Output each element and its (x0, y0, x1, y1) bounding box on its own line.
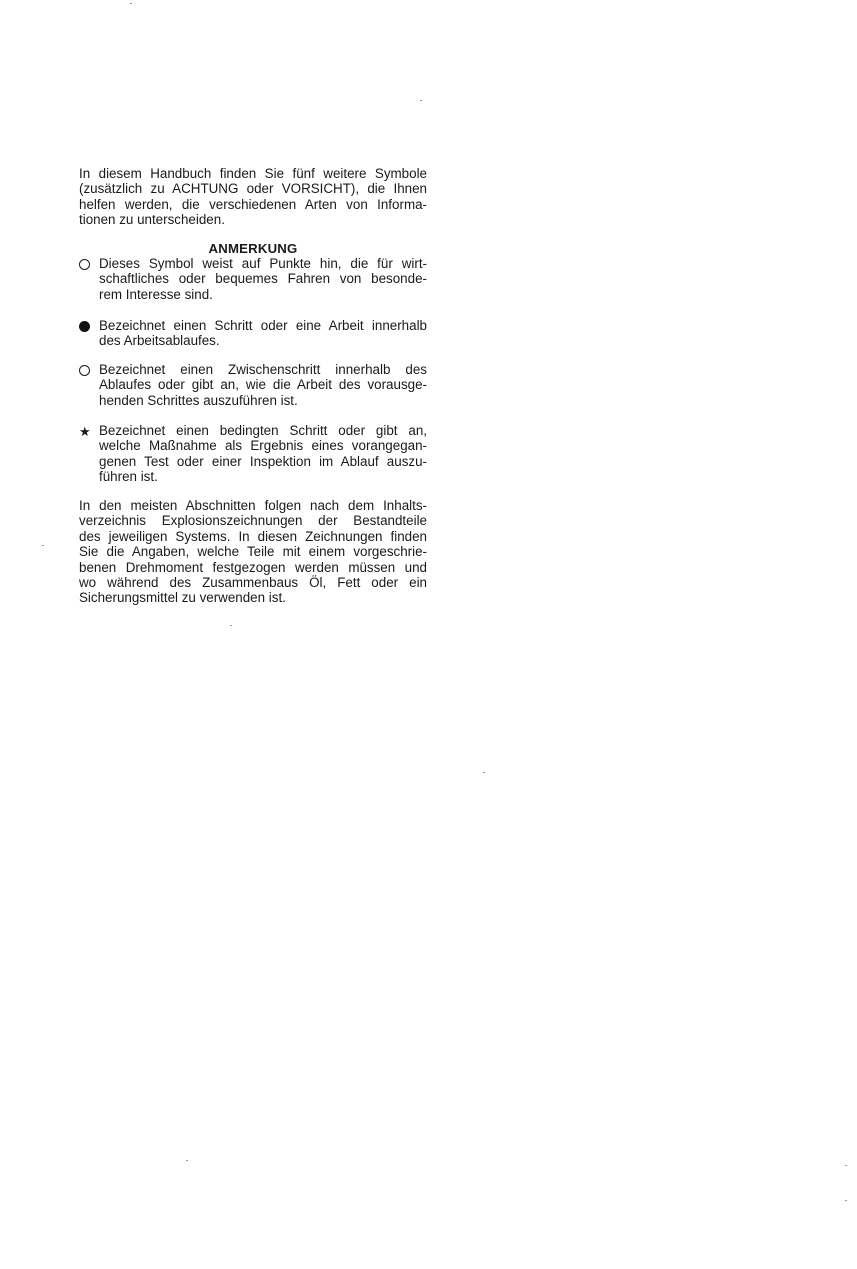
symbol-description (99, 256, 427, 302)
text-line: des Arbeitsablaufes. (99, 333, 220, 349)
text-line: des jeweiligen Systems. In diesen Zeichnungen finden (79, 528, 427, 544)
symbol-description (99, 362, 427, 408)
section-heading: ANMERKUNG (208, 241, 298, 256)
scan-speck (845, 1165, 847, 1166)
text-line: welche Maßnahme als Ergebnis eines vorangegan- (99, 438, 427, 454)
text-line: In den meisten Abschnitten folgen nach dem Inhalts- (79, 498, 427, 513)
text-line: Sicherungsmittel zu verwenden ist. (79, 590, 286, 606)
text-line: Ablaufes oder gibt an, wie die Arbeit des vorausge- (99, 377, 427, 393)
text-line: (zusätzlich zu ACHTUNG oder VORSICHT), die Ihnen (79, 181, 427, 197)
scan-speck (42, 545, 44, 546)
intro-paragraph (79, 166, 427, 228)
outro-paragraph (79, 498, 427, 606)
text-line: rem Interesse sind. (99, 286, 213, 302)
scan-speck (186, 1160, 188, 1161)
scan-speck (230, 625, 232, 626)
text-line: verzeichnis Explosionszeichnungen der Bestandteile (79, 513, 427, 529)
text-line: wo während des Zusammenbaus Öl, Fett oder ein (79, 575, 427, 591)
scan-speck (483, 772, 485, 773)
filled-circle-icon (79, 320, 91, 332)
text-line: In diesem Handbuch finden Sie fünf weitere Symbole (79, 166, 427, 181)
text-line: Dieses Symbol weist auf Punkte hin, die für wirt- (99, 256, 427, 271)
scan-speck (130, 3, 132, 4)
text-line: Sie die Angaben, welche Teile mit einem vorgeschrie- (79, 544, 427, 560)
symbol-description (99, 318, 427, 349)
text-line: Bezeichnet einen bedingten Schritt oder gibt an, (99, 423, 427, 438)
text-line: Bezeichnet einen Schritt oder eine Arbeit innerhalb (99, 318, 427, 333)
text-line: führen ist. (99, 469, 158, 485)
text-line: helfen werden, die verschiedenen Arten von Informa- (79, 196, 427, 212)
text-line: Bezeichnet einen Zwischenschritt innerhalb des (99, 362, 427, 377)
text-line: henden Schrittes auszuführen ist. (99, 392, 298, 408)
star-icon: ★ (79, 424, 91, 439)
scan-speck (845, 1200, 847, 1201)
text-line: schaftliches oder bequemes Fahren von besonde- (99, 271, 427, 287)
open-circle-icon (79, 258, 91, 270)
open-circle-icon (79, 364, 91, 376)
scan-speck (420, 100, 422, 101)
symbol-description (99, 423, 427, 485)
text-line: benen Drehmoment festgezogen werden müssen und (79, 559, 427, 575)
text-line: tionen zu unterscheiden. (79, 212, 225, 228)
text-line: genen Test oder einer Inspektion im Ablauf auszu- (99, 453, 427, 469)
